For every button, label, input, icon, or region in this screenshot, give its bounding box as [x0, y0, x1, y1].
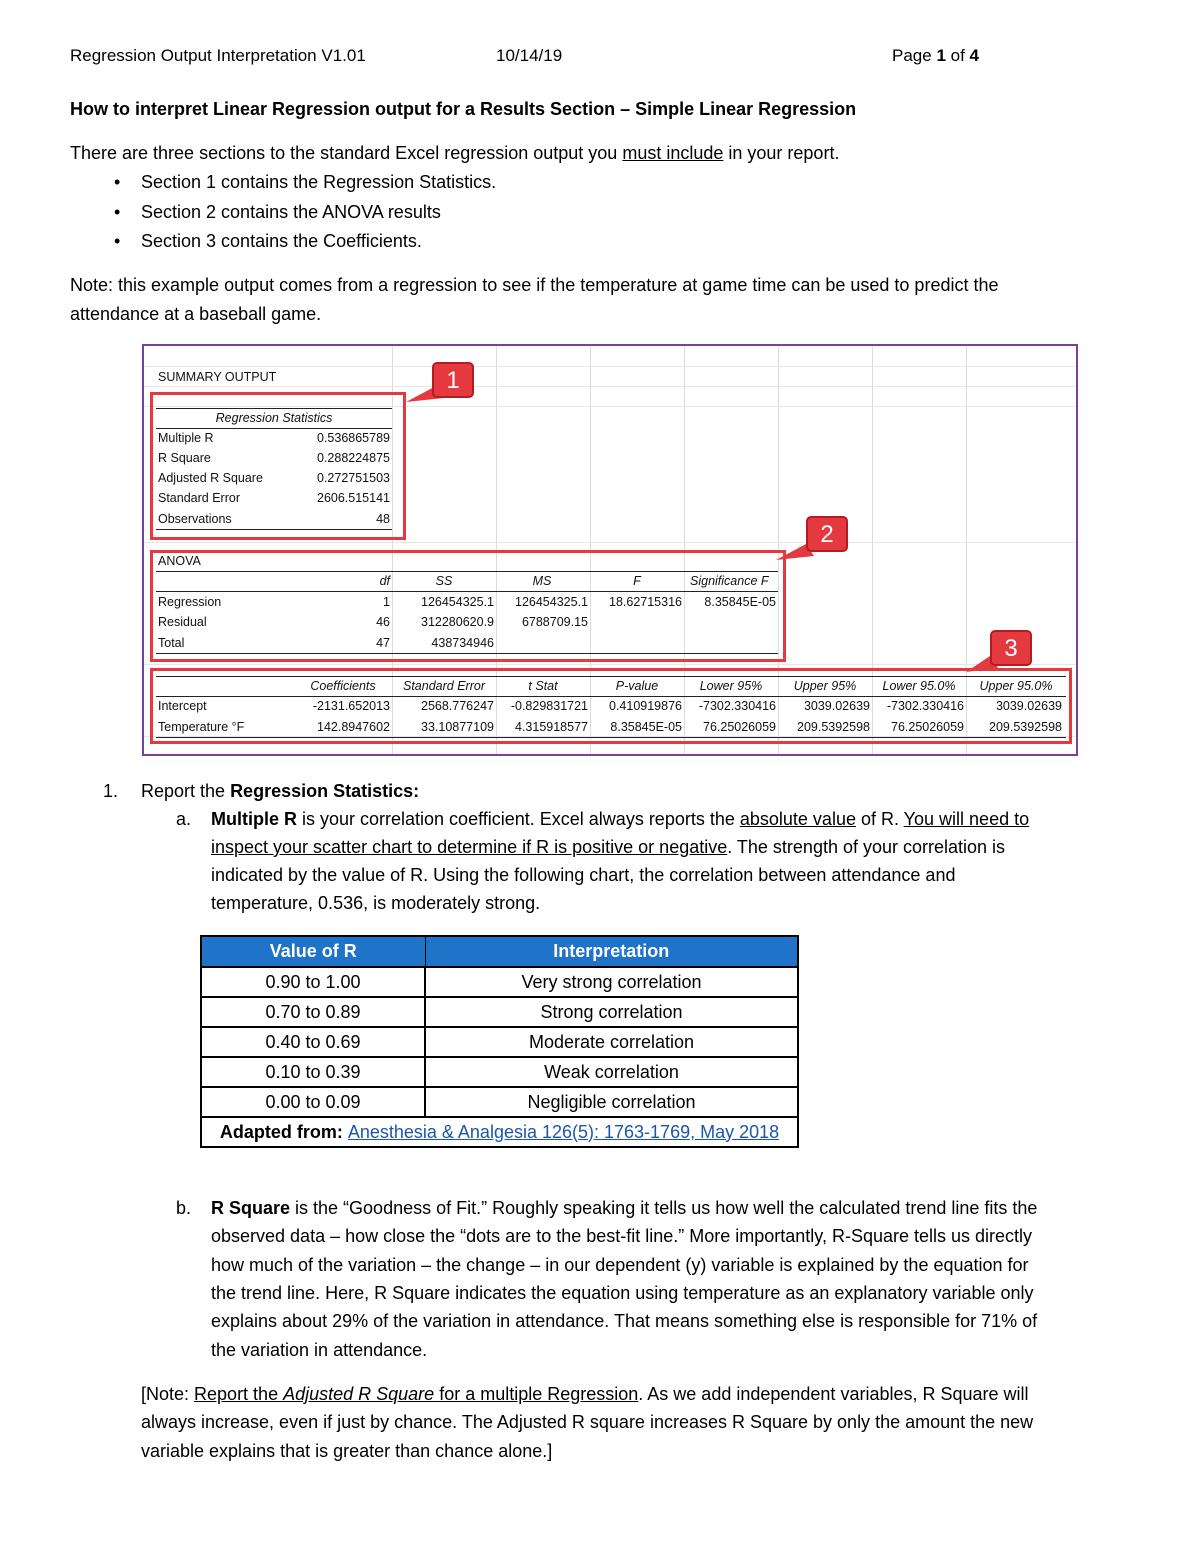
item1-pre: Report the	[141, 781, 231, 801]
anova-cell: 18.62715316	[609, 595, 682, 609]
text-span: . The strength of your correlation is	[727, 837, 1006, 857]
coef-header: Lower 95.0%	[882, 679, 956, 693]
anova-title: ANOVA	[158, 554, 201, 568]
bullet-item: Section 3 contains the Coefficients.	[141, 231, 422, 251]
anova-row-label: Residual	[158, 615, 207, 629]
bullet-marker: •	[114, 172, 121, 192]
text-span: is the “Goodness of Fit.” Roughly speaking it tells us how well the calculated trend line fits the	[290, 1198, 1038, 1218]
range-cell: 0.70 to 0.89	[201, 997, 425, 1027]
text-span: is your correlation coefficient. Excel always reports the	[297, 809, 740, 829]
coef-cell: 0.410919876	[609, 699, 682, 713]
summary-output-title: SUMMARY OUTPUT	[158, 370, 277, 384]
callout-1: 1	[432, 362, 474, 398]
text-span: [Note:	[141, 1384, 195, 1404]
reg-stats-title: Regression Statistics	[215, 411, 333, 425]
table-row	[201, 967, 798, 997]
doc-header-page	[892, 46, 979, 66]
coef-header: Upper 95.0%	[979, 679, 1053, 693]
table-row	[201, 1087, 798, 1117]
coef-cell: 76.25026059	[703, 720, 776, 734]
intro-pre: There are three sections to the standard Excel regression output you	[70, 143, 623, 163]
note-paragraph-line: always increase, even if just by chance. The Adjusted R square increases R Square by only the amount the new	[141, 1412, 1034, 1432]
bullet-item: Section 1 contains the Regression Statistics.	[141, 172, 497, 192]
paragraph-line	[211, 805, 1029, 833]
text-underlined: absolute value	[739, 809, 856, 829]
coef-header: Coefficients	[310, 679, 376, 693]
reg-stat-label: Observations	[158, 512, 232, 526]
page-of: of	[945, 46, 970, 65]
paragraph-line: explains about 29% of the variation in attendance. That means something else is responsible for 71% of	[211, 1311, 1038, 1331]
coef-cell: 2568.776247	[421, 699, 494, 713]
paragraph-line: indicated by the value of R. Using the following chart, the correlation between attendance and	[211, 865, 956, 885]
coef-row-label: Temperature °F	[158, 720, 245, 734]
sub-list-letter: b.	[176, 1198, 192, 1218]
anova-cell: 1	[383, 595, 390, 609]
coef-cell: 76.25026059	[891, 720, 964, 734]
bullet-item: Section 2 contains the ANOVA results	[141, 202, 441, 222]
coef-cell: -0.829831721	[510, 699, 588, 713]
paragraph-line: the variation in attendance.	[211, 1340, 428, 1360]
section-heading: How to interpret Linear Regression output for a Results Section – Simple Linear Regression	[70, 99, 857, 119]
page-number: 1	[936, 46, 946, 65]
interp-cell: Very strong correlation	[425, 967, 798, 997]
table-footer-row	[201, 1117, 798, 1147]
reg-stat-value: 0.536865789	[317, 431, 390, 445]
paragraph-line: temperature, 0.536, is moderately strong.	[211, 893, 541, 913]
anova-header: F	[633, 574, 641, 588]
interp-cell: Moderate correlation	[425, 1027, 798, 1057]
text-underlined: You will need to	[903, 809, 1030, 829]
coef-cell: 142.8947602	[317, 720, 390, 734]
intro-post: in your report.	[723, 143, 840, 163]
table-row	[201, 997, 798, 1027]
callout-2: 2	[806, 516, 848, 552]
doc-header-title: Regression Output Interpretation V1.01	[70, 46, 366, 65]
text-span: for a multiple Regression	[434, 1384, 639, 1404]
note-paragraph-line: variable explains that is greater than chance alone.]	[141, 1441, 553, 1461]
coef-header: P-value	[615, 679, 659, 693]
doc-header-date: 10/14/19	[496, 46, 563, 65]
text-span: . As we add independent variables, R Square will	[638, 1384, 1029, 1404]
correlation-table	[200, 935, 799, 1148]
paragraph-line: the trend line. Here, R Square indicates the equation using temperature as an explanatory variable only	[211, 1283, 1034, 1303]
paragraph-line: how much of the variation – the change – in our dependent (y) variable is explained by the equation for	[211, 1255, 1029, 1275]
reg-stat-value: 0.272751503	[317, 471, 390, 485]
anova-header: df	[379, 574, 390, 588]
coef-header: t Stat	[528, 679, 558, 693]
text-italic: Adjusted R Square	[283, 1384, 435, 1404]
anova-cell: 6788709.15	[521, 615, 588, 629]
coef-cell: 3039.02639	[995, 699, 1062, 713]
column-header: Value of R	[201, 936, 425, 967]
coef-header: Upper 95%	[793, 679, 857, 693]
column-header: Interpretation	[425, 936, 798, 967]
coef-cell: 3039.02639	[803, 699, 870, 713]
paragraph-line	[211, 833, 1005, 861]
bullet-marker: •	[114, 231, 121, 251]
range-cell: 0.10 to 0.39	[201, 1057, 425, 1087]
range-cell: 0.40 to 0.69	[201, 1027, 425, 1057]
anova-row-label: Total	[158, 636, 185, 650]
coef-cell: 4.315918577	[515, 720, 588, 734]
paragraph-line	[211, 1194, 1037, 1222]
anova-cell: 438734946	[431, 636, 494, 650]
note-line: attendance at a baseball game.	[70, 304, 322, 324]
coef-header: Standard Error	[403, 679, 485, 693]
list-item-text	[141, 777, 419, 805]
text-span: of R.	[855, 809, 904, 829]
text-underlined: inspect your scatter chart to determine if R is positive or negative	[211, 837, 728, 857]
range-cell: 0.00 to 0.09	[201, 1087, 425, 1117]
coef-cell: -2131.652013	[312, 699, 390, 713]
reg-stat-value: 0.288224875	[317, 451, 390, 465]
footer-label: Adapted from:	[219, 1121, 348, 1142]
range-cell: 0.90 to 1.00	[201, 967, 425, 997]
table-row	[201, 1027, 798, 1057]
table-row	[201, 1057, 798, 1087]
reg-stat-label: Standard Error	[158, 491, 240, 505]
coef-cell: 209.5392598	[797, 720, 870, 734]
paragraph-line: observed data – how close the “dots are to the best-fit line.” More importantly, R-Square tells us directly	[211, 1226, 1033, 1246]
text-span: Report the	[194, 1384, 284, 1404]
reg-stat-value: 48	[376, 512, 390, 526]
coef-row-label: Intercept	[158, 699, 207, 713]
list-number: 1.	[103, 781, 119, 801]
callout-3: 3	[990, 630, 1032, 666]
coef-cell: 8.35845E-05	[610, 720, 682, 734]
term-bold: R Square	[211, 1198, 291, 1218]
item1-bold: Regression Statistics:	[230, 781, 420, 801]
regression-output-sheet	[142, 344, 1078, 756]
intro-underlined: must include	[622, 143, 724, 163]
reg-stat-label: R Square	[158, 451, 211, 465]
note-line: Note: this example output comes from a regression to see if the temperature at game time can be used to predict the	[70, 275, 999, 295]
bullet-marker: •	[114, 202, 121, 222]
term-bold: Multiple R	[211, 809, 297, 829]
coef-cell: -7302.330416	[698, 699, 776, 713]
table-footer	[201, 1117, 798, 1147]
interp-cell: Strong correlation	[425, 997, 798, 1027]
anova-header: Significance F	[690, 574, 769, 588]
page-prefix: Page	[892, 46, 937, 65]
reg-stat-value: 2606.515141	[317, 491, 390, 505]
intro-text	[70, 139, 839, 167]
anova-cell: 46	[376, 615, 390, 629]
interp-cell: Weak correlation	[425, 1057, 798, 1087]
reg-stat-label: Adjusted R Square	[158, 471, 263, 485]
page-total: 4	[969, 46, 979, 65]
anova-cell: 8.35845E-05	[704, 595, 776, 609]
anova-cell: 47	[376, 636, 390, 650]
text-underlined	[194, 1384, 638, 1404]
table-header-row	[201, 936, 798, 967]
interp-cell: Negligible correlation	[425, 1087, 798, 1117]
anova-cell: 312280620.9	[421, 615, 494, 629]
coef-header: Lower 95%	[699, 679, 763, 693]
source-link[interactable]: Anesthesia & Analgesia 126(5): 1763-1769, May 2018	[347, 1121, 780, 1142]
coef-cell: -7302.330416	[886, 699, 964, 713]
anova-cell: 126454325.1	[515, 595, 588, 609]
anova-header: SS	[435, 574, 453, 588]
coef-cell: 33.10877109	[421, 720, 494, 734]
callout-pointers	[144, 346, 1078, 756]
reg-stat-label: Multiple R	[158, 431, 214, 445]
note-paragraph-line	[141, 1380, 1029, 1408]
coef-cell: 209.5392598	[989, 720, 1062, 734]
anova-cell: 126454325.1	[421, 595, 494, 609]
sub-list-letter: a.	[176, 809, 192, 829]
anova-row-label: Regression	[158, 595, 222, 609]
anova-header: MS	[532, 574, 552, 588]
